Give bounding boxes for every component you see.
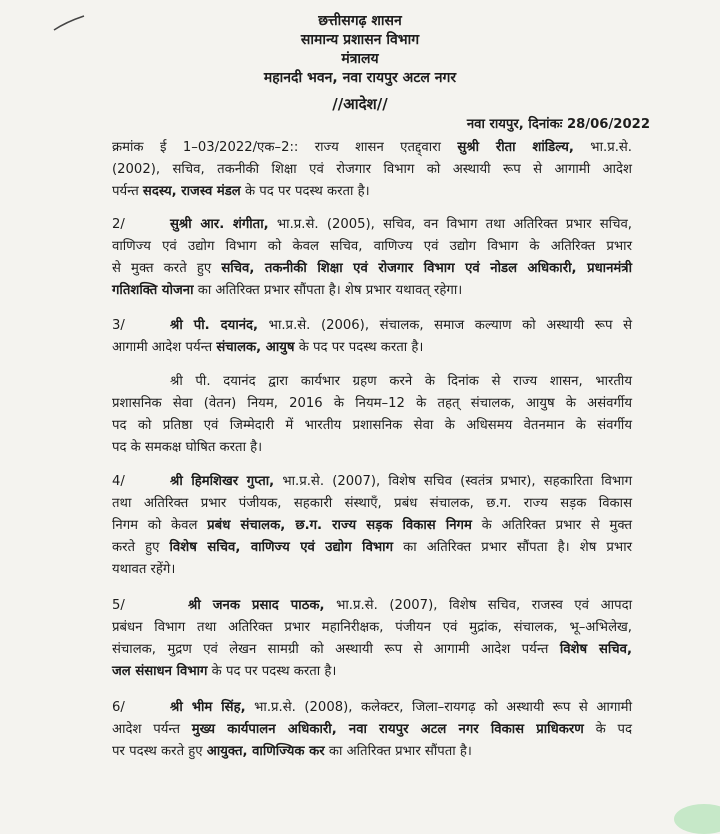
para3-line1: श्री पी. दयानंद, भा.प्र.से. (2006), संचालक, समाज कल्याण को अस्थायी रूप से [170,318,632,333]
para1-line3: पर्यन्त सदस्य, राजस्व मंडल के पद पर पदस्थ करता है। [112,184,370,199]
para4-line4: करते हुए विशेष सचिव, वाणिज्य एवं उद्योग विभाग का अतिरिक्त प्रभार सौंपता है। शेष प्रभार [112,540,633,555]
para3-line3: श्री पी. दयानंद द्वारा कार्यभार ग्रहण करने के दिनांक से राज्य शासन, भारतीय [170,374,632,389]
para5-line1: श्री जनक प्रसाद पाठक, भा.प्र.से. (2007), विशेष सचिव, राजस्व एवं आपदा [188,598,632,613]
secretariat-name: मंत्रालय [341,51,379,67]
government-name: छत्तीसगढ़ शासन [318,13,402,29]
para4-number: 4/ [112,474,125,489]
para1-line2: (2002), सचिव, तकनीकी शिक्षा एवं रोजगार विभाग को अस्थायी रूप से आगामी आदेश [112,162,632,177]
para3-line4: प्रशासनिक सेवा (वेतन) नियम, 2016 के नियम–12 के तहत् संचालक, आयुष के असंवर्गीय [112,396,632,411]
para4-line1: श्री हिमशिखर गुप्ता, भा.प्र.से. (2007), विशेष सचिव (स्वतंत्र प्रभार), सहकारिता विभाग [170,474,632,489]
para4-line3: निगम को केवल प्रबंध संचालक, छ.ग. राज्य सड़क विकास निगम के अतिरिक्त प्रभार से मुक्त [112,518,632,533]
para3-line2: आगामी आदेश पर्यन्त संचालक, आयुष के पद पर पदस्थ करता है। [112,340,424,355]
para6-number: 6/ [112,700,125,715]
para2-line1: सुश्री आर. शंगीता, भा.प्र.से. (2005), सचिव, वन विभाग तथा अतिरिक्त प्रभार सचिव, [170,217,632,232]
para5-line4: जल संसाधन विभाग के पद पर पदस्थ करता है। [112,664,337,679]
para2-line4: गतिशक्ति योजना का अतिरिक्त प्रभार सौंपता है। शेष प्रभार यथावत् रहेगा। [112,283,463,298]
para5-line3: संचालक, मुद्रण एवं लेखन सामग्री को अस्थायी रूप से आगामी आदेश पर्यन्त विशेष सचिव, [112,642,632,657]
para3-line5: पद को प्रतिष्ठा एवं जिम्मेदारी में भारतीय प्रशासनिक सेवा के अधिसमय वेतनमान के संवर्गीय [112,418,632,433]
para3-line6: पद के समकक्ष घोषित करता है। [112,440,263,455]
para4-line5: यथावत रहेंगे। [112,562,176,577]
para2-line3: से मुक्त करते हुए सचिव, तकनीकी शिक्षा एवं रोजगार विभाग एवं नोडल अधिकारी, प्रधानमंत्री [112,261,632,276]
para2-number: 2/ [112,217,125,232]
department-name: सामान्य प्रशासन विभाग [300,32,420,48]
para5-number: 5/ [112,598,125,613]
para4-line2: तथा अतिरिक्त प्रभार पंजीयक, सहकारी संस्थाएँ, प्रबंध संचालक, छ.ग. राज्य सड़क विकास [112,496,632,511]
para6-line1: श्री भीम सिंह, भा.प्र.से. (2008), कलेक्टर, जिला–रायगढ़ को अस्थायी रूप से आगामी [170,700,632,715]
para3-number: 3/ [112,318,125,333]
para5-line2: प्रबंधन विभाग तथा अतिरिक्त प्रभार महानिरीक्षक, पंजीयन एवं मुद्रांक, संचालक, भू–अभिलेख, [112,620,632,635]
order-title: //आदेश// [332,95,388,113]
corner-green-smudge [674,804,720,834]
para2-line2: वाणिज्य एवं उद्योग विभाग को केवल सचिव, वाणिज्य एवं उद्योग विभाग के अतिरिक्त प्रभार [112,239,632,254]
para1-line1: क्रमांक ई 1–03/2022/एक–2:: राज्य शासन एतद्द्वारा सुश्री रीता शांडिल्य, भा.प्र.से. [112,140,632,155]
office-address: महानदी भवन, नवा रायपुर अटल नगर [263,70,457,86]
place-date: नवा रायपुर, दिनांकः 28/06/2022 [466,117,650,132]
para6-line2: आदेश पर्यन्त मुख्य कार्यपालन अधिकारी, नवा रायपुर अटल नगर विकास प्राधिकरण के पद [112,722,632,737]
para6-line3: पर पदस्थ करते हुए आयुक्त, वाणिज्यिक कर का अतिरिक्त प्रभार सौंपता है। [112,744,472,759]
